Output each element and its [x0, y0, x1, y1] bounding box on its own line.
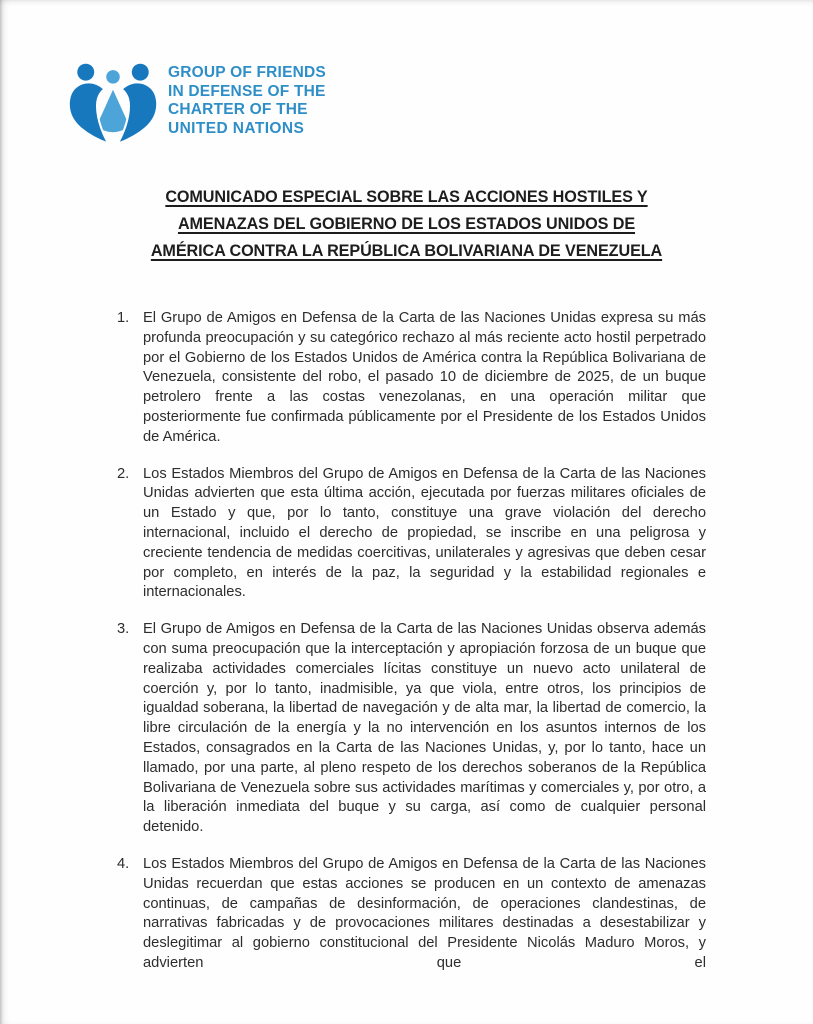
group-of-friends-figures-icon [66, 62, 160, 150]
document-title-line-2: AMENAZAS DEL GOBIERNO DE LOS ESTADOS UNIDOS DE [177, 215, 636, 233]
logo-wordmark-line-1: GROUP OF FRIENDS [168, 64, 326, 81]
paragraph-item-2 [117, 465, 706, 604]
paragraph-text: El Grupo de Amigos en Defensa de la Carta de las Naciones Unidas expresa su más profunda preocupación y su categórico rechazo al más reciente acto hostil perpetrado por el Gobierno de los Estados Unidos de América contra la República Bolivariana de Venezuela, consistente del robo, el pasado 10 de diciembre de 2025, de un buque petrolero frente a las costas venezolanas, en una operación militar que posteriormente fue confirmada públicamente por el Presidente de los Estados Unidos de América. [143, 310, 706, 445]
logo-wordmark-line-4: UNITED NATIONS [168, 119, 305, 137]
paragraph-list [117, 309, 706, 974]
paragraph-number: 4. [117, 855, 130, 872]
paragraph-text: El Grupo de Amigos en Defensa de la Carta de las Naciones Unidas observa además con suma preocupación que la interceptación y apropiación forzosa de un buque que realizaba actividades comerciales lícitas constituye un nuevo acto unilateral de coerción y, por lo tanto, inadmisible, ya que viola, entre otros, los principios de igualdad soberana, la libertad de navegación y de alta mar, la libertad de comercio, la libre circulación de la energía y la no intervención en los asuntos internos de los Estados, consagrados en la Carta de las Naciones Unidas, y, por lo tanto, hace un llamado, por una parte, al pleno respeto de los derechos soberanos de la República Bolivariana de Venezuela sobre sus actividades marítimas y comerciales y, por otro, a la liberación inmediata del buque y su carga, así como de cualquier personal detenido. [143, 621, 706, 836]
letterhead [66, 62, 813, 150]
document-title [100, 184, 713, 265]
paragraph-item-1 [117, 309, 706, 448]
document-title-line-3: AMÉRICA CONTRA LA REPÚBLICA BOLIVARIANA DE VENEZUELA [150, 242, 663, 260]
paragraph-number: 3. [117, 621, 130, 638]
paragraph-text: Los Estados Miembros del Grupo de Amigos en Defensa de la Carta de las Naciones Unidas recuerdan que estas acciones se producen en un contexto de amenazas continuas, de campañas de desinformación, de operaciones clandestinas, de narrativas fabricadas y de provocaciones militares destinadas a desestabilizar y deslegitimar al gobierno constitucional del Presidente Nicolás Maduro Moros, y advierten que el [143, 855, 706, 971]
logo-wordmark [168, 64, 326, 138]
paragraph-text: Los Estados Miembros del Grupo de Amigos en Defensa de la Carta de las Naciones Unidas advierten que esta última acción, ejecutada por fuerzas militares oficiales de un Estado y que, por lo tanto, constituye una grave violación del derecho internacional, incluido el derecho de propiedad, se inscribe en una peligrosa y creciente tendencia de medidas coercitivas, unilaterales y agresivas que deben cesar por completo, en interés de la paz, la seguridad y la estabilidad regionales e internacionales. [143, 465, 706, 601]
document-title-line-1: COMUNICADO ESPECIAL SOBRE LAS ACCIONES HOSTILES Y [165, 188, 648, 206]
logo-wordmark-line-3: CHARTER OF THE [168, 101, 308, 118]
paragraph-item-3 [117, 620, 706, 838]
logo-wordmark-line-2: IN DEFENSE OF THE [168, 82, 326, 100]
paragraph-item-4 [117, 855, 706, 974]
paragraph-number: 2. [117, 465, 130, 482]
paragraph-number: 1. [117, 310, 130, 326]
